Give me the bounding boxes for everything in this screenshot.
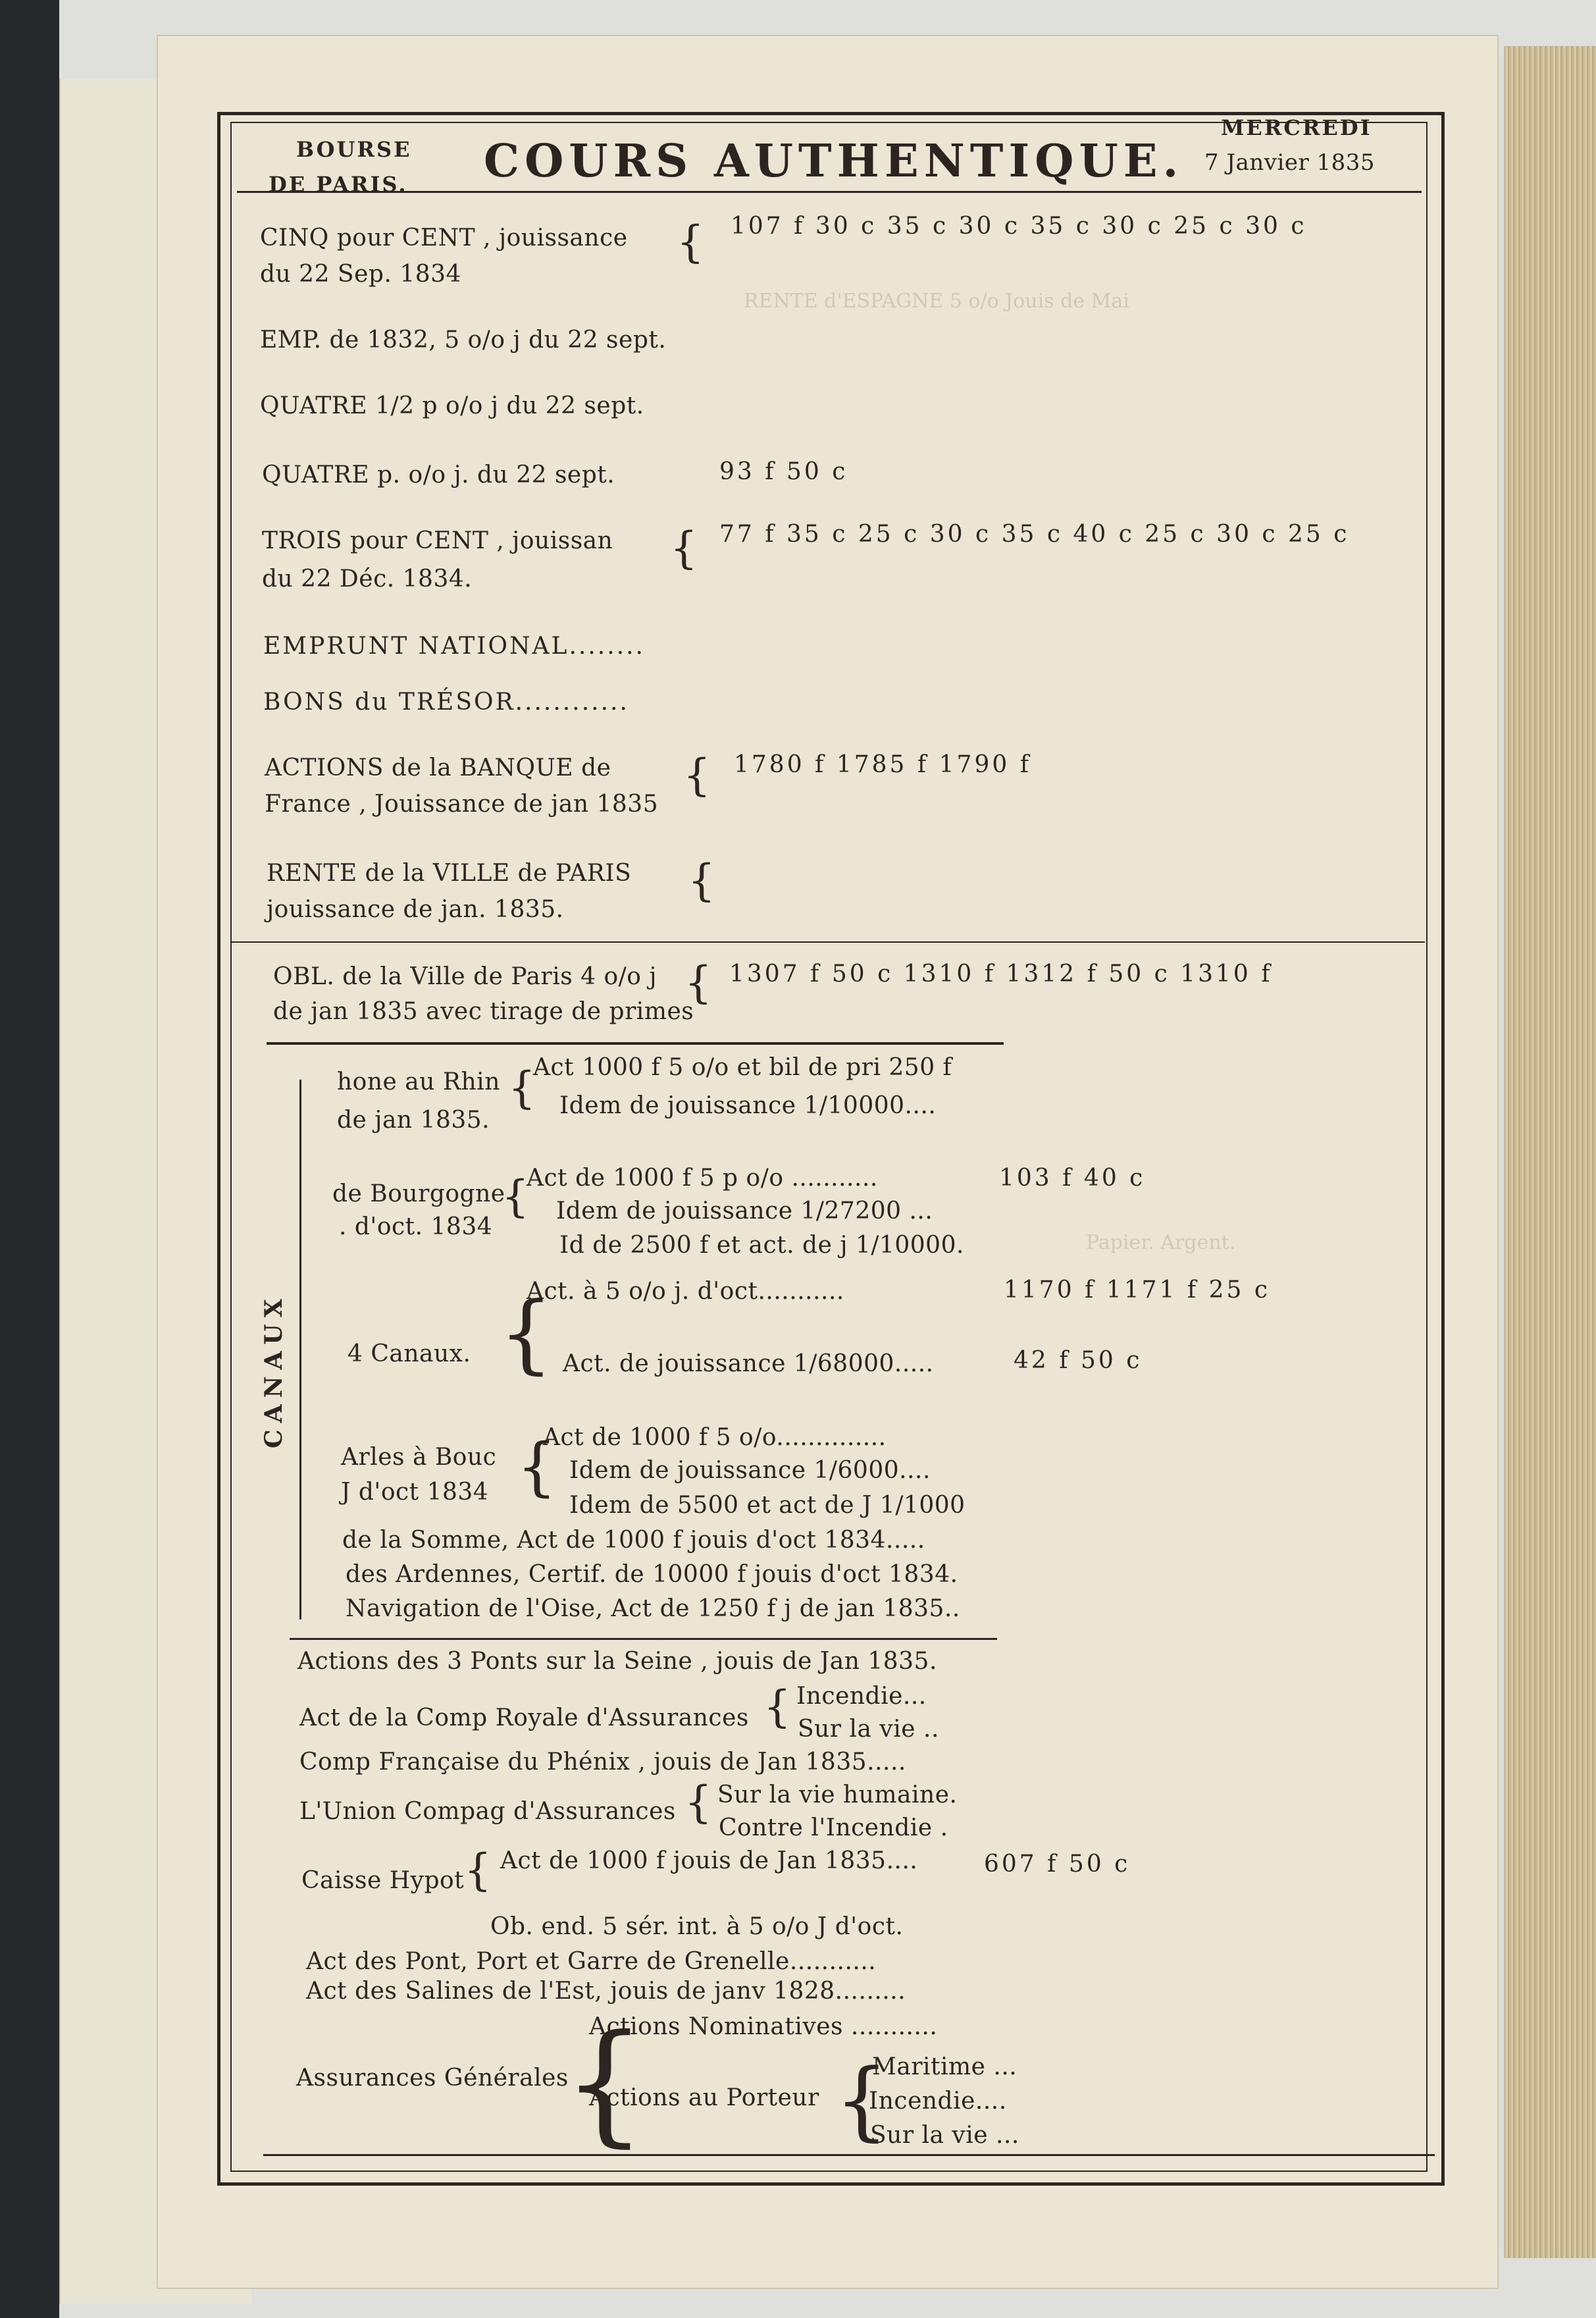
brace: { [677,217,704,267]
quatre-canaux-label: 4 Canaux. [348,1340,471,1367]
emp-label: EMP. de 1832, 5 o/o j du 22 sept. [260,327,667,354]
obl-values: 1307 f 50 c 1310 f 1312 f 50 c 1310 f [729,961,1273,988]
assurances-generales-label: Assurances Générales [296,2065,569,2092]
page-edges [1504,46,1596,2258]
obl-label-1: OBL. de la Ville de Paris 4 o/o j [273,963,657,990]
bourgogne-item-1: Act de 1000 f 5 p o/o ........... [527,1165,878,1192]
brace: { [688,855,715,906]
porteur-label: Actions au Porteur [589,2084,819,2111]
trois-label-2: du 22 Déc. 1834. [262,566,473,593]
show-through-text: Papier. Argent. [1086,1231,1236,1254]
ponts-row: Actions des 3 Ponts sur la Seine , jouis de Jan 1835. [297,1648,937,1675]
rule [230,941,1425,943]
rule [267,1042,1004,1045]
nominatives-row: Actions Nominatives ........... [589,2013,938,2040]
caisse-label: Caisse Hypot [301,1867,465,1894]
bourgogne-label-1: de Bourgogne [332,1180,505,1207]
quatre-canaux-item-1: Act. à 5 o/o j. d'oct........... [527,1278,844,1305]
union-sub-1: Sur la vie humaine. [717,1781,958,1808]
comp-royale-sub-1: Incendie... [796,1683,927,1710]
rente-ville-label-1: RENTE de la VILLE de PARIS [267,860,632,887]
union-label: L'Union Compag d'Assurances [299,1798,676,1825]
rhone-item-2: Idem de jouissance 1/10000.... [559,1092,937,1119]
brace: { [684,957,712,1008]
actions-banque-label-1: ACTIONS de la BANQUE de [265,754,611,781]
brace: { [670,523,698,573]
brace: { [835,2050,889,2150]
rhone-label-1: hone au Rhin [337,1068,500,1095]
rhone-item-1: Act 1000 f 5 o/o et bil de pri 250 f [533,1054,952,1081]
ardennes-row: des Ardennes, Certif. de 10000 f jouis d'oct 1834. [346,1561,958,1588]
phenix-row: Comp Française du Phénix , jouis de Jan 1835..... [299,1749,906,1776]
incendie-row: Incendie.... [869,2088,1007,2115]
cinq-label-2: du 22 Sep. 1834 [260,261,461,288]
bourgogne-item-1-value: 103 f 40 c [999,1165,1146,1192]
quatre-canaux-item-2: Act. de jouissance 1/68000..... [563,1350,934,1377]
bons-label: BONS du TRÉSOR............ [263,689,629,716]
obligations-row: Ob. end. 5 sér. int. à 5 o/o J d'oct. [490,1913,904,1940]
arles-label-2: J d'oct 1834 [341,1479,489,1506]
comp-royale-sub-2: Sur la vie .. [798,1716,939,1743]
obl-label-2: de jan 1835 avec tirage de primes [273,998,694,1025]
header-day: MERCREDI [1221,115,1372,140]
rhone-label-2: de jan 1835. [337,1107,490,1134]
cinq-values: 107 f 30 c 35 c 30 c 35 c 30 c 25 c 30 c [731,213,1307,240]
header-date: 7 Janvier 1835 [1204,149,1376,176]
arles-item-2: Idem de jouissance 1/6000.... [569,1457,931,1484]
canaux-rule [299,1080,301,1620]
brace: { [499,1283,553,1383]
arles-label-1: Arles à Bouc [341,1444,497,1471]
brace: { [763,1681,791,1732]
book-binding [0,0,59,2318]
show-through-text: RENTE d'ESPAGNE 5 o/o Jouis de Mai [744,290,1129,313]
maritime-row: Maritime ... [872,2053,1017,2080]
actions-banque-values: 1780 f 1785 f 1790 f [734,751,1032,778]
brace: { [517,1430,557,1504]
oise-row: Navigation de l'Oise, Act de 1250 f j de jan 1835.. [346,1595,960,1622]
brace: { [683,750,711,801]
quatre-demi-label: QUATRE 1/2 p o/o j du 22 sept. [260,392,644,419]
trois-values: 77 f 35 c 25 c 30 c 35 c 40 c 25 c 30 c 25 c [719,521,1350,548]
cinq-label-1: CINQ pour CENT , jouissance [260,224,628,251]
emprunt-label: EMPRUNT NATIONAL........ [263,633,645,660]
header-rule [237,191,1422,193]
header-bourse: BOURSE [296,137,412,162]
page-title: COURS AUTHENTIQUE. [484,135,1184,188]
quatre-label: QUATRE p. o/o j. du 22 sept. [262,461,615,488]
grenelle-row: Act des Pont, Port et Garre de Grenelle........... [306,1948,877,1975]
header-de-paris: DE PARIS. [269,172,408,197]
quatre-canaux-item-2-value: 42 f 50 c [1014,1347,1143,1374]
bourgogne-label-2: . d'oct. 1834 [339,1213,493,1240]
quatre-canaux-item-1-value: 1170 f 1171 f 25 c [1004,1277,1271,1304]
quatre-values: 93 f 50 c [719,458,848,485]
comp-royale-label: Act de la Comp Royale d'Assurances [299,1704,749,1731]
rule [290,1638,997,1640]
somme-row: de la Somme, Act de 1000 f jouis d'oct 1834..... [342,1527,925,1554]
arles-item-3: Idem de 5500 et act de J 1/1000 [569,1492,965,1519]
brace: { [508,1063,536,1113]
trois-label-1: TROIS pour CENT , jouissan [262,527,613,554]
canaux-section-label: CANAUX [260,1292,288,1448]
union-sub-2: Contre l'Incendie . [719,1814,948,1841]
rule [263,2154,1435,2156]
arles-item-1: Act de 1000 f 5 o/o.............. [543,1424,887,1451]
brace: { [563,2007,647,2160]
rente-ville-label-2: jouissance de jan. 1835. [267,896,564,923]
brace: { [684,1777,712,1828]
actions-banque-label-2: France , Jouissance de jan 1835 [265,791,659,818]
caisse-value: 607 f 50 c [984,1851,1131,1878]
caisse-item: Act de 1000 f jouis de Jan 1835.... [500,1847,918,1874]
brace: { [502,1171,529,1222]
salines-row: Act des Salines de l'Est, jouis de janv 1828......... [306,1978,906,2005]
bourgogne-item-3: Id de 2500 f et act. de j 1/10000. [559,1232,964,1259]
sur-la-vie-row: Sur la vie ... [870,2122,1019,2149]
bourgogne-item-2: Idem de jouissance 1/27200 ... [556,1198,933,1225]
brace: { [464,1845,492,1895]
